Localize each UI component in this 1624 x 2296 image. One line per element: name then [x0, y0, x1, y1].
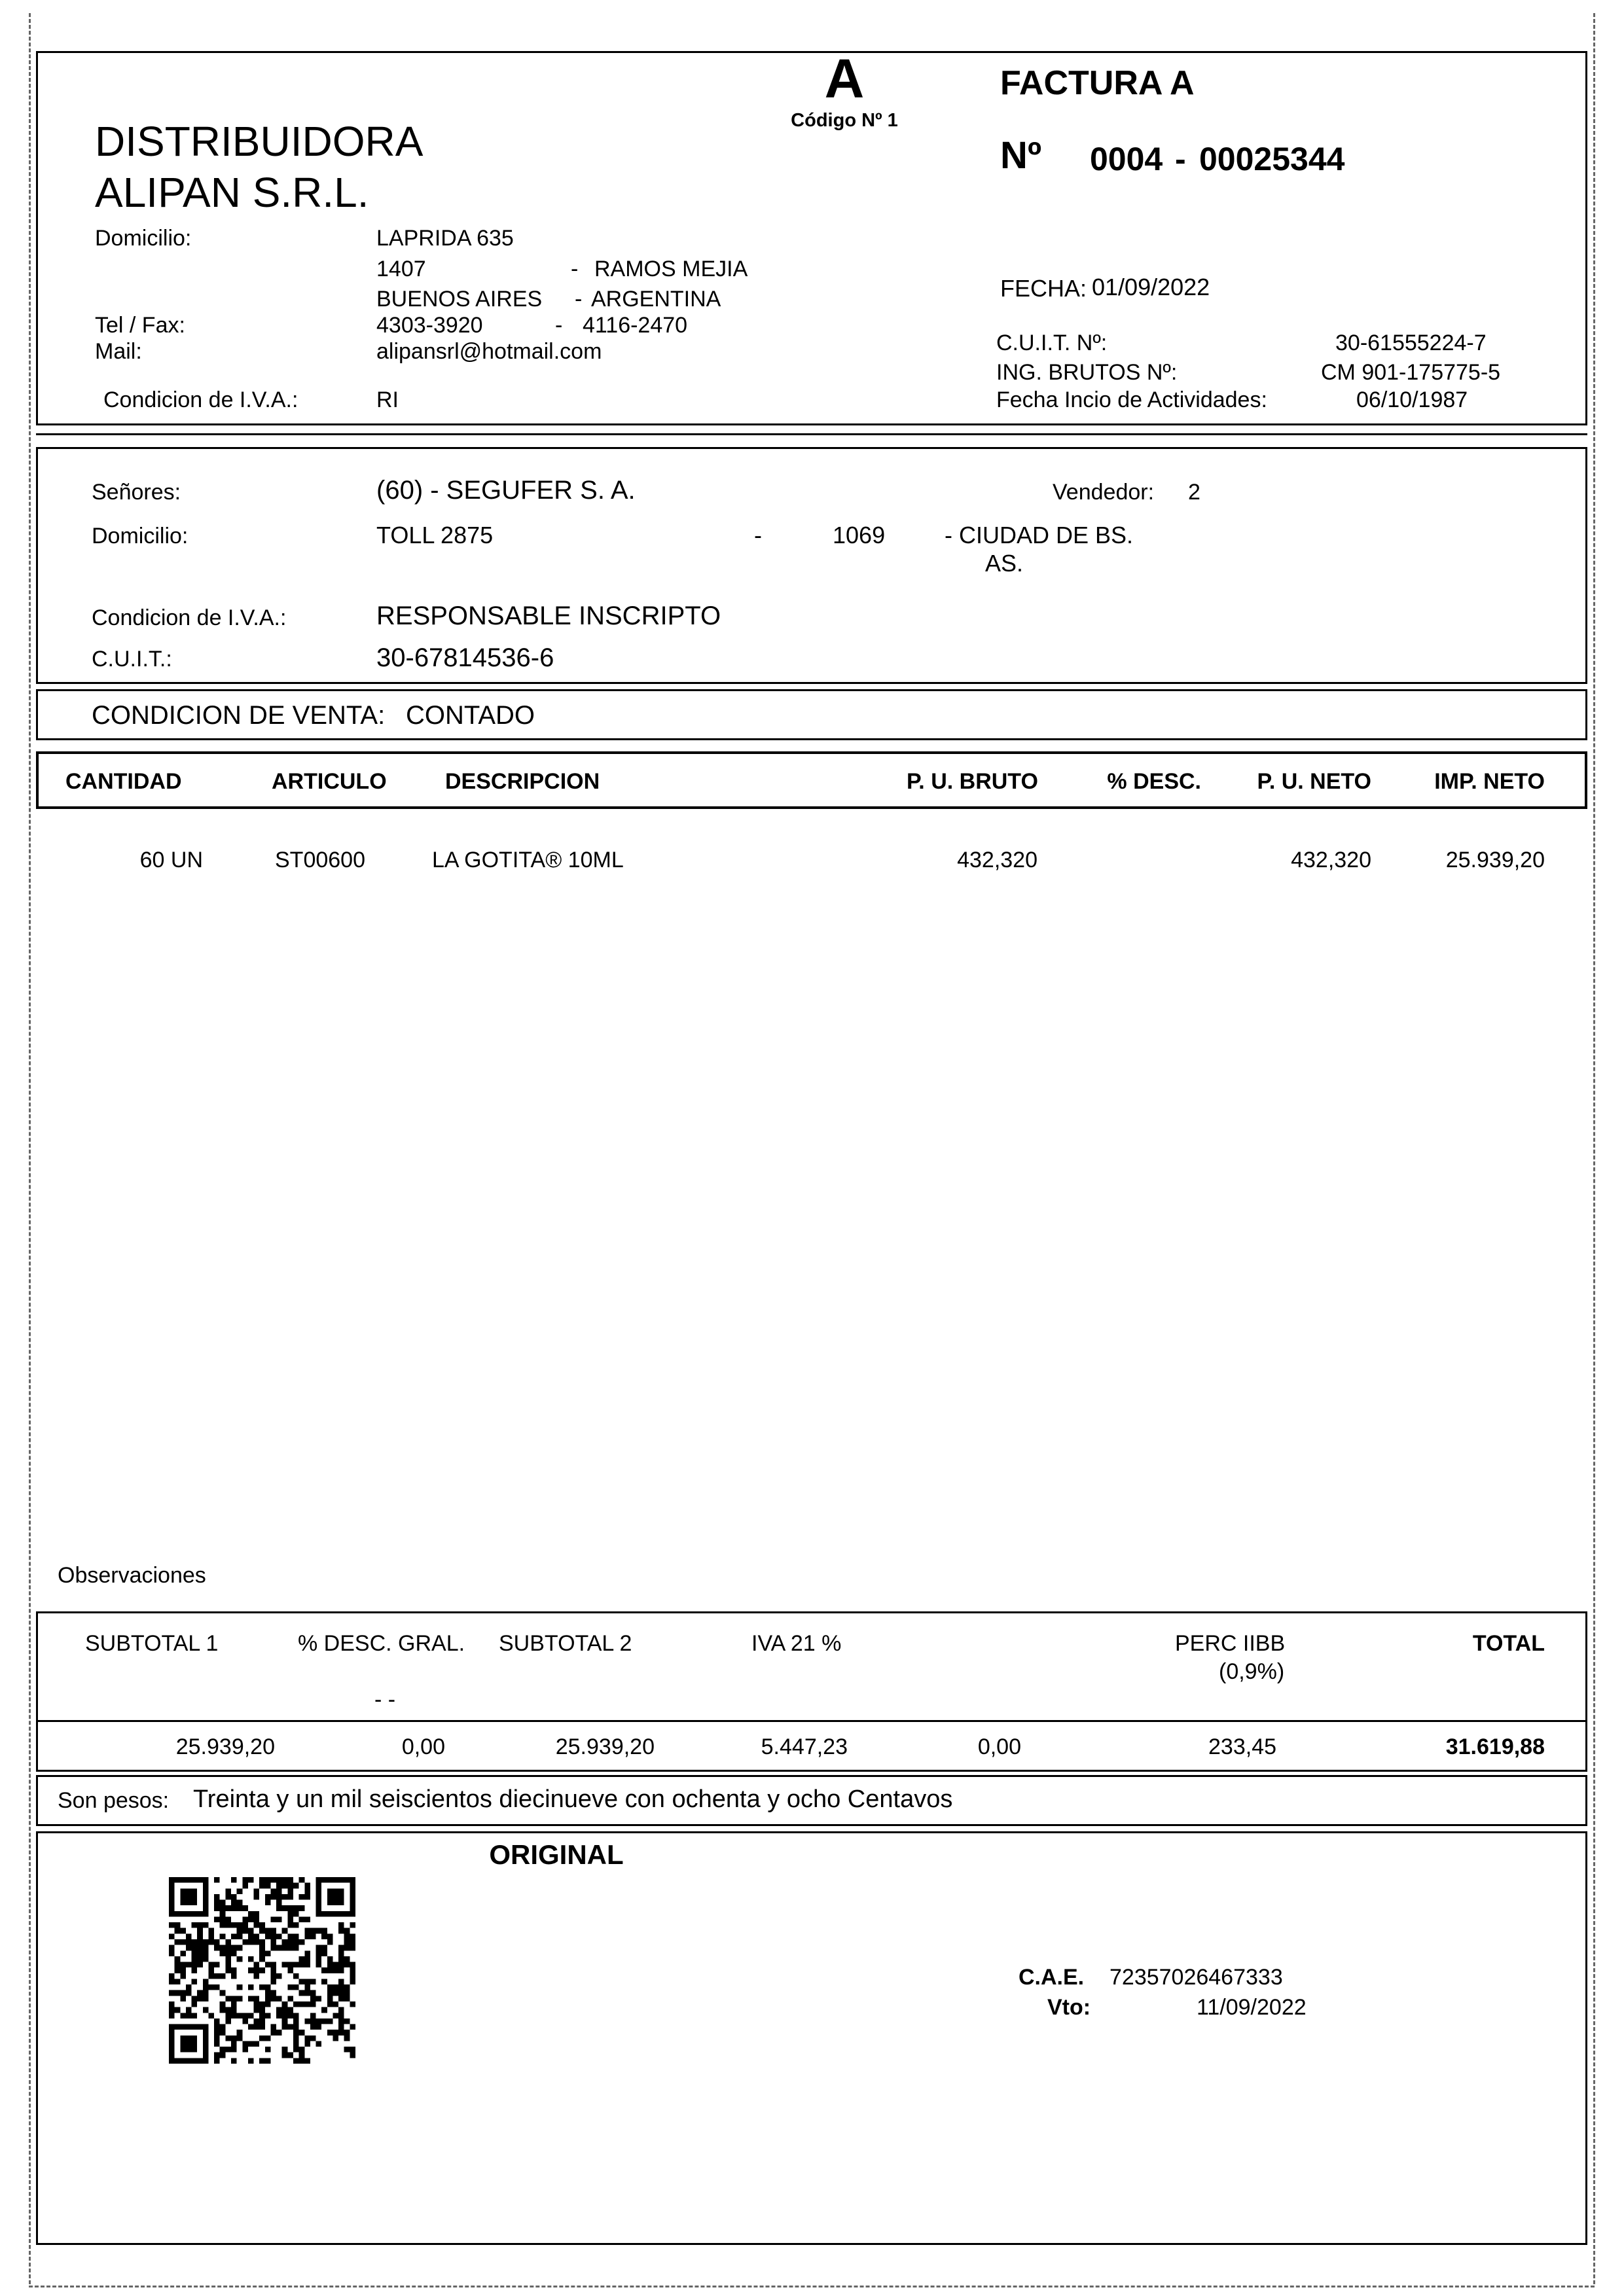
total-value-desc-gral: 0,00: [401, 1734, 445, 1759]
vendedor-value: 2: [1188, 480, 1200, 505]
bottom-cut-line: [29, 2286, 1595, 2287]
cae-value: 72357026467333: [1110, 1965, 1283, 1990]
customer-iva-value: RESPONSABLE INSCRIPTO: [376, 601, 721, 630]
total-header-iva: IVA 21 %: [751, 1631, 842, 1656]
total-header-subtotal2: SUBTOTAL 2: [499, 1631, 632, 1656]
cae-label: C.A.E.: [1019, 1965, 1085, 1990]
seller-address-city: RAMOS MEJIA: [594, 257, 748, 281]
total-header-desc-gral: % DESC. GRAL.: [298, 1631, 465, 1656]
item-pu-bruto: 432,320: [957, 848, 1038, 872]
seller-cuit-value: 30-61555224-7: [1335, 331, 1487, 355]
vendedor-label: Vendedor:: [1053, 480, 1155, 505]
item-articulo: ST00600: [275, 848, 365, 872]
item-descripcion: LA GOTITA® 10ML: [432, 848, 624, 872]
invoice-number-dash: -: [1175, 141, 1186, 177]
total-header-total: TOTAL: [1472, 1631, 1545, 1656]
total-value-perc-iibb: 233,45: [1208, 1734, 1276, 1759]
seller-iva-value: RI: [376, 387, 399, 412]
total-value-total: 31.619,88: [1445, 1734, 1545, 1759]
customer-cuit-value: 30-67814536-6: [376, 643, 554, 672]
col-header-pu-bruto: P. U. BRUTO: [907, 769, 1038, 794]
total-value-iva: 5.447,23: [761, 1734, 848, 1759]
item-pu-neto: 432,320: [1291, 848, 1371, 872]
seller-iva-label: Condicion de I.V.A.:: [103, 387, 298, 412]
invoice-number-label: Nº: [1000, 134, 1042, 177]
fax-value: 4116-2470: [583, 313, 688, 338]
senores-value: (60) - SEGUFER S. A.: [376, 476, 636, 505]
seller-address-city-dash: -: [571, 257, 579, 281]
customer-domicilio-city-line1: - CIUDAD DE BS.: [945, 522, 1134, 548]
seller-domicilio-label: Domicilio:: [95, 226, 192, 251]
telfax-dash: -: [555, 313, 563, 338]
customer-cuit-label: C.U.I.T.:: [92, 647, 172, 672]
total-header-subtotal1: SUBTOTAL 1: [85, 1631, 219, 1656]
telfax-label: Tel / Fax:: [95, 313, 185, 338]
col-header-cantidad: CANTIDAD: [65, 769, 182, 794]
left-perforation-line: [29, 13, 31, 2284]
senores-label: Señores:: [92, 480, 181, 505]
col-header-imp-neto: IMP. NETO: [1434, 769, 1545, 794]
company-name-line2: ALIPAN S.R.L.: [95, 169, 369, 216]
vto-value: 11/09/2022: [1197, 1995, 1307, 2020]
desc-gral-dashes: - -: [374, 1687, 396, 1712]
totals-divider-line: [38, 1720, 1585, 1722]
invoice-number-value: 00025344: [1199, 141, 1345, 177]
customer-domicilio-value: TOLL 2875: [376, 522, 494, 548]
qr-code: [169, 1877, 355, 2064]
total-value-subtotal1: 25.939,20: [175, 1734, 275, 1759]
seller-address-country: ARGENTINA: [591, 287, 721, 312]
right-perforation-line: [1593, 13, 1595, 2284]
mail-value: alipansrl@hotmail.com: [376, 339, 602, 364]
total-header-perc-iibb-line1: PERC IIBB: [1175, 1631, 1286, 1656]
seller-iibb-label: ING. BRUTOS Nº:: [996, 360, 1178, 385]
seller-address-country-dash: -: [575, 287, 583, 312]
inicio-actividades-label: Fecha Incio de Actividades:: [996, 387, 1267, 412]
customer-domicilio-city-line2: AS.: [985, 550, 1024, 577]
customer-domicilio-dash: -: [754, 522, 762, 548]
seller-iibb-value: CM 901-175775-5: [1321, 360, 1501, 385]
customer-domicilio-label: Domicilio:: [92, 524, 189, 548]
observaciones-label: Observaciones: [58, 1563, 206, 1588]
total-value-extra: 0,00: [977, 1734, 1021, 1759]
total-value-subtotal2: 25.939,20: [555, 1734, 655, 1759]
header-double-line: [36, 433, 1587, 435]
invoice-letter: A: [824, 48, 865, 109]
fecha-value: 01/09/2022: [1092, 274, 1210, 300]
item-imp-neto: 25.939,20: [1445, 848, 1545, 872]
customer-iva-label: Condicion de I.V.A.:: [92, 605, 287, 630]
seller-address-province: BUENOS AIRES: [376, 287, 543, 312]
seller-cuit-label: C.U.I.T. Nº:: [996, 331, 1108, 355]
col-header-pu-neto: P. U. NETO: [1257, 769, 1371, 794]
vto-label: Vto:: [1047, 1995, 1091, 2020]
total-header-perc-iibb-line2: (0,9%): [1219, 1659, 1285, 1684]
son-pesos-label: Son pesos:: [58, 1788, 170, 1813]
mail-label: Mail:: [95, 339, 142, 364]
tel-value: 4303-3920: [376, 313, 483, 338]
col-header-articulo: ARTICULO: [272, 769, 387, 794]
col-header-desc: % DESC.: [1107, 769, 1201, 794]
doc-type-title: FACTURA A: [1000, 64, 1195, 102]
invoice-letter-caption: Código Nº 1: [791, 110, 898, 131]
son-pesos-value: Treinta y un mil seiscientos diecinueve con ochenta y ocho Centavos: [193, 1785, 953, 1813]
item-cantidad: 60 UN: [139, 848, 203, 872]
company-name-line1: DISTRIBUIDORA: [95, 118, 424, 165]
seller-address-zip: 1407: [376, 257, 426, 281]
col-header-descripcion: DESCRIPCION: [445, 769, 600, 794]
condicion-venta-value: CONTADO: [406, 701, 535, 730]
fecha-label: FECHA:: [1000, 275, 1087, 302]
condicion-venta-label: CONDICION DE VENTA:: [92, 701, 386, 730]
customer-domicilio-zip: 1069: [833, 522, 886, 548]
seller-address-street: LAPRIDA 635: [376, 226, 514, 251]
invoice-number-prefix: 0004: [1090, 141, 1163, 177]
copy-type-label: ORIGINAL: [489, 1839, 624, 1870]
inicio-actividades-value: 06/10/1987: [1356, 387, 1468, 412]
customer-box: [36, 447, 1587, 684]
